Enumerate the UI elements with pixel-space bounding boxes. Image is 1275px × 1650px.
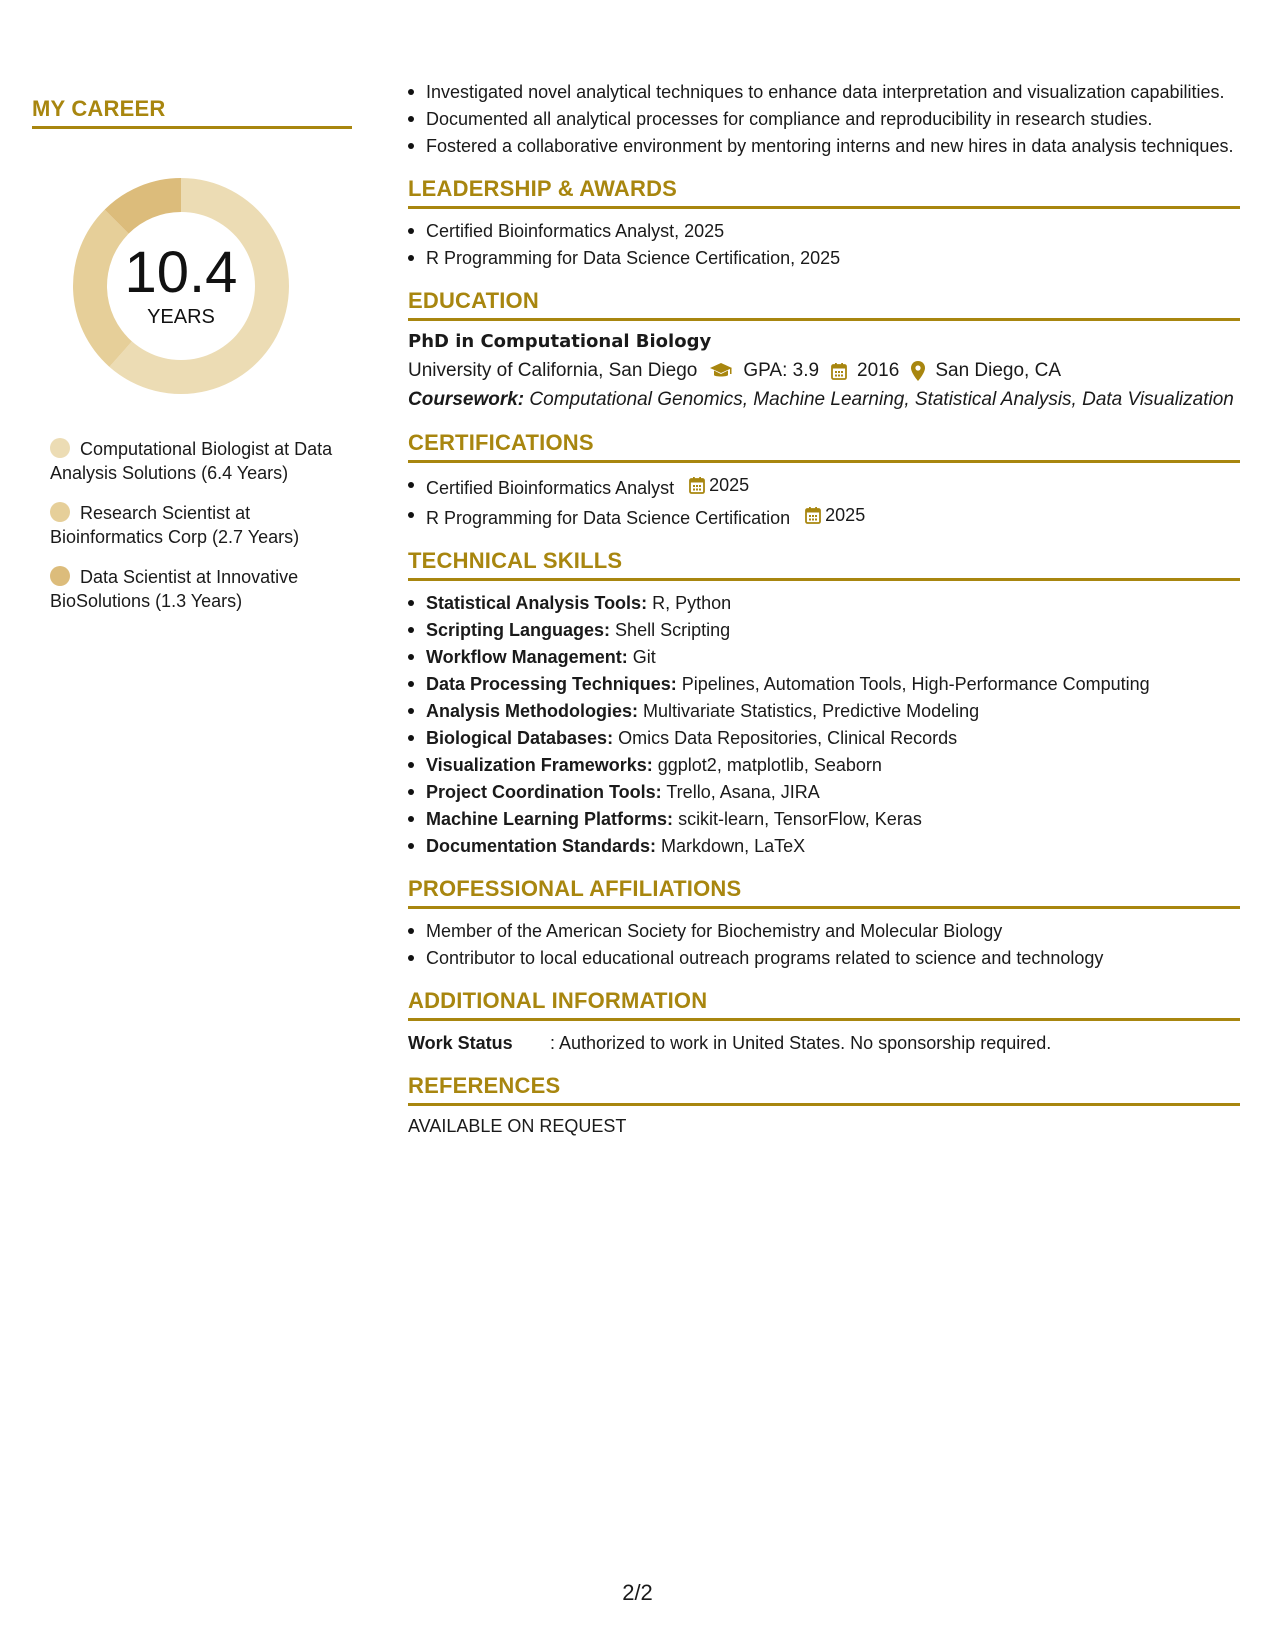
list-item: Documented all analytical processes for compliance and reproducibility in research studies. <box>408 107 1240 131</box>
donut-center <box>66 171 296 401</box>
skill-category: Data Processing Techniques: <box>426 674 677 694</box>
school-name: University of California, San Diego <box>408 360 698 381</box>
skill-category: Biological Databases: <box>426 728 614 748</box>
list-item <box>408 807 1240 831</box>
list-item <box>408 753 1240 777</box>
skills-list <box>408 591 1240 858</box>
work-status-value: : Authorized to work in United States. No sponsorship required. <box>550 1033 1052 1053</box>
additional-section <box>408 988 1240 1055</box>
certifications-section <box>408 430 1240 530</box>
skill-values: ggplot2, matplotlib, Seaborn <box>657 755 882 775</box>
leadership-title: LEADERSHIP & AWARDS <box>408 176 1240 209</box>
legend-item <box>50 501 340 549</box>
experience-bullets <box>408 80 1240 158</box>
legend-dot <box>50 566 70 586</box>
references-title: REFERENCES <box>408 1073 1240 1106</box>
cert-name: Certified Bioinformatics Analyst <box>426 478 675 498</box>
affiliations-list <box>408 919 1240 970</box>
skill-values: Trello, Asana, JIRA <box>666 782 820 802</box>
list-item: Certified Bioinformatics Analyst, 2025 <box>408 219 1240 243</box>
main-column <box>408 80 1240 1137</box>
list-item <box>408 726 1240 750</box>
list-item <box>408 672 1240 696</box>
cert-year <box>805 503 865 527</box>
list-item <box>408 591 1240 615</box>
legend-label: Research Scientist at Bioinformatics Corp (2.7 Years) <box>50 503 300 547</box>
legend-item <box>50 437 340 485</box>
coursework-label: Coursework: <box>408 389 525 410</box>
education-section <box>408 288 1240 412</box>
work-status-row <box>408 1031 1240 1055</box>
list-item: Member of the American Society for Biochemistry and Molecular Biology <box>408 919 1240 943</box>
skill-category: Documentation Standards: <box>426 836 657 856</box>
education-title: EDUCATION <box>408 288 1240 321</box>
cert-name: R Programming for Data Science Certification <box>426 508 791 528</box>
skill-values: R, Python <box>652 593 732 613</box>
education-details <box>408 358 1240 384</box>
legend-label: Computational Biologist at Data Analysis Solutions (6.4 Years) <box>50 439 333 483</box>
total-years-value: 10.4 <box>124 239 238 305</box>
leadership-section <box>408 176 1240 270</box>
skill-values: Shell Scripting <box>615 620 731 640</box>
cert-year-value: 2025 <box>825 505 866 525</box>
skills-title: TECHNICAL SKILLS <box>408 548 1240 581</box>
additional-title: ADDITIONAL INFORMATION <box>408 988 1240 1021</box>
affiliations-section <box>408 876 1240 970</box>
references-text: AVAILABLE ON REQUEST <box>408 1116 627 1136</box>
list-item <box>408 503 1240 530</box>
list-item <box>408 618 1240 642</box>
skill-category: Statistical Analysis Tools: <box>426 593 648 613</box>
legend-dot <box>50 502 70 522</box>
skill-category: Machine Learning Platforms: <box>426 809 674 829</box>
graduation-year: 2016 <box>857 360 900 381</box>
calendar-icon <box>831 362 847 380</box>
list-item: Fostered a collaborative environment by mentoring interns and new hires in data analysis techniques. <box>408 134 1240 158</box>
work-status-label: Work Status <box>408 1033 513 1053</box>
skill-values: Multivariate Statistics, Predictive Modeling <box>643 701 980 721</box>
skill-category: Scripting Languages: <box>426 620 611 640</box>
page-number: 2/2 <box>622 1580 653 1605</box>
skill-values: Pipelines, Automation Tools, High-Performance Computing <box>681 674 1150 694</box>
affiliations-title: PROFESSIONAL AFFILIATIONS <box>408 876 1240 909</box>
graduation-cap-icon <box>709 362 733 380</box>
skill-category: Workflow Management: <box>426 647 628 667</box>
legend-dot <box>50 438 70 458</box>
legend-label: Data Scientist at Innovative BioSolutions (1.3 Years) <box>50 567 299 611</box>
list-item: Investigated novel analytical techniques to enhance data interpretation and visualization capabilities. <box>408 80 1240 104</box>
career-title: MY CAREER <box>32 96 352 129</box>
total-years-unit: YEARS <box>147 305 215 328</box>
list-item: R Programming for Data Science Certification, 2025 <box>408 246 1240 270</box>
gpa: GPA: 3.9 <box>743 360 820 381</box>
list-item <box>408 780 1240 804</box>
career-legend <box>50 437 340 613</box>
certifications-title: CERTIFICATIONS <box>408 430 1240 463</box>
location-pin-icon <box>911 361 925 381</box>
coursework <box>408 388 1240 412</box>
school-location: San Diego, CA <box>935 360 1062 381</box>
skill-category: Project Coordination Tools: <box>426 782 662 802</box>
skill-category: Analysis Methodologies: <box>426 701 639 721</box>
skill-values: Markdown, LaTeX <box>661 836 806 856</box>
list-item <box>408 834 1240 858</box>
skill-category: Visualization Frameworks: <box>426 755 653 775</box>
legend-item <box>50 565 340 613</box>
skill-values: Git <box>632 647 656 667</box>
skills-section <box>408 548 1240 858</box>
list-item <box>408 699 1240 723</box>
certifications-list <box>408 473 1240 530</box>
cert-year-value: 2025 <box>709 475 750 495</box>
references-section <box>408 1073 1240 1137</box>
degree-title: PhD in Computational Biology <box>408 331 712 352</box>
calendar-icon <box>689 476 705 494</box>
cert-year <box>689 473 749 497</box>
skill-values: Omics Data Repositories, Clinical Records <box>618 728 958 748</box>
list-item <box>408 645 1240 669</box>
career-column <box>32 96 352 629</box>
coursework-list: Computational Genomics, Machine Learning, Statistical Analysis, Data Visualization <box>529 389 1234 410</box>
leadership-list <box>408 219 1240 270</box>
calendar-icon <box>805 506 821 524</box>
career-donut-chart <box>66 171 296 401</box>
skill-values: scikit-learn, TensorFlow, Keras <box>678 809 922 829</box>
list-item <box>408 473 1240 500</box>
list-item: Contributor to local educational outreach programs related to science and technology <box>408 946 1240 970</box>
